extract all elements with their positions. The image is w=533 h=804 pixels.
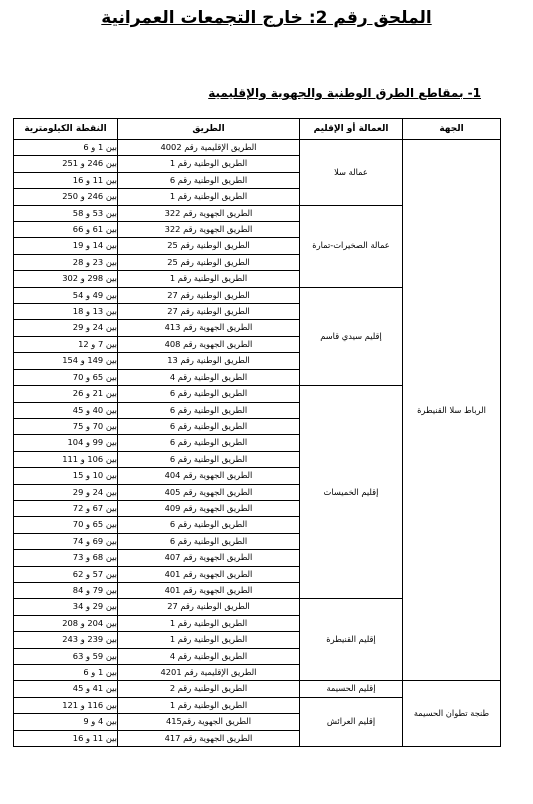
table-header-row (14, 119, 501, 140)
road-cell: الطريق الوطنية رقم 2 (118, 681, 300, 697)
road-cell: الطريق الجهوية رقم 409 (118, 500, 300, 516)
road-cell: الطريق الوطنية رقم 6 (118, 402, 300, 418)
header-pk: النقطة الكيلومترية (14, 119, 118, 140)
pk-cell: بين 79 و 84 (14, 582, 118, 598)
pk-cell: بين 49 و 54 (14, 287, 118, 303)
region-cell: طنجة تطوان الحسيمة (403, 681, 501, 747)
pk-cell: بين 99 و 104 (14, 435, 118, 451)
road-cell: الطريق الوطنية رقم 1 (118, 697, 300, 713)
pk-cell: بين 1 و 6 (14, 665, 118, 681)
pk-cell: بين 204 و 208 (14, 615, 118, 631)
pk-cell: بين 4 و 9 (14, 714, 118, 730)
pk-cell: بين 68 و 73 (14, 550, 118, 566)
pk-cell: بين 69 و 74 (14, 533, 118, 549)
pk-cell: بين 23 و 28 (14, 254, 118, 270)
region-cell: الرباط سلا القنيطرة (403, 140, 501, 681)
road-cell: الطريق الإقليمية رقم 4201 (118, 665, 300, 681)
pk-cell: بين 40 و 45 (14, 402, 118, 418)
pk-cell: بين 24 و 29 (14, 484, 118, 500)
table-body (14, 140, 501, 747)
road-cell: الطريق الوطنية رقم 25 (118, 238, 300, 254)
pk-cell: بين 246 و 250 (14, 189, 118, 205)
table-row (14, 140, 501, 156)
pk-cell: بين 116 و 121 (14, 697, 118, 713)
road-cell: الطريق الوطنية رقم 6 (118, 435, 300, 451)
road-cell: الطريق الإقليمية رقم 4002 (118, 140, 300, 156)
road-sections-table (13, 118, 501, 747)
province-cell: عمالة الصخيرات-تمارة (300, 205, 403, 287)
road-cell: الطريق الوطنية رقم 27 (118, 599, 300, 615)
road-cell: الطريق الجهوية رقم 401 (118, 582, 300, 598)
road-cell: الطريق الوطنية رقم 4 (118, 648, 300, 664)
road-cell: الطريق الجهوية رقم415 (118, 714, 300, 730)
pk-cell: بين 41 و 45 (14, 681, 118, 697)
pk-cell: بين 11 و 16 (14, 172, 118, 188)
road-cell: الطريق الجهوية رقم 408 (118, 336, 300, 352)
page-title: الملحق رقم 2: خارج التجمعات العمرانية (101, 8, 432, 28)
road-cell: الطريق الوطنية رقم 13 (118, 353, 300, 369)
pk-cell: بين 24 و 29 (14, 320, 118, 336)
road-cell: الطريق الجهوية رقم 322 (118, 205, 300, 221)
province-cell: إقليم سيدي قاسم (300, 287, 403, 385)
pk-cell: بين 1 و 6 (14, 140, 118, 156)
pk-cell: بين 61 و 66 (14, 222, 118, 238)
pk-cell: بين 13 و 18 (14, 304, 118, 320)
pk-cell: بين 106 و 111 (14, 451, 118, 467)
pk-cell: بين 29 و 34 (14, 599, 118, 615)
road-cell: الطريق الجهوية رقم 405 (118, 484, 300, 500)
road-cell: الطريق الوطنية رقم 6 (118, 418, 300, 434)
province-cell: إقليم الحسيمة (300, 681, 403, 697)
road-cell: الطريق الجهوية رقم 404 (118, 468, 300, 484)
pk-cell: بين 57 و 62 (14, 566, 118, 582)
road-cell: الطريق الوطنية رقم 4 (118, 369, 300, 385)
section-heading: 1- بمقاطع الطرق الوطنية والجهوية والإقليمية (208, 86, 481, 100)
pk-cell: بين 65 و 70 (14, 517, 118, 533)
road-cell: الطريق الوطنية رقم 1 (118, 615, 300, 631)
road-cell: الطريق الوطنية رقم 1 (118, 632, 300, 648)
road-cell: الطريق الوطنية رقم 6 (118, 172, 300, 188)
road-cell: الطريق الوطنية رقم 27 (118, 304, 300, 320)
road-cell: الطريق الوطنية رقم 6 (118, 386, 300, 402)
road-cell: الطريق الوطنية رقم 6 (118, 517, 300, 533)
pk-cell: بين 53 و 58 (14, 205, 118, 221)
road-cell: الطريق الجهوية رقم 401 (118, 566, 300, 582)
province-cell: إقليم العرائش (300, 697, 403, 746)
province-cell: عمالة سلا (300, 140, 403, 206)
road-cell: الطريق الوطنية رقم 27 (118, 287, 300, 303)
pk-cell: بين 7 و 12 (14, 336, 118, 352)
pk-cell: بين 298 و 302 (14, 271, 118, 287)
province-cell: إقليم الخميسات (300, 386, 403, 599)
road-cell: الطريق الوطنية رقم 25 (118, 254, 300, 270)
road-cell: الطريق الجهوية رقم 413 (118, 320, 300, 336)
header-province: العمالة أو الإقليم (300, 119, 403, 140)
road-cell: الطريق الجهوية رقم 417 (118, 730, 300, 746)
pk-cell: بين 70 و 75 (14, 418, 118, 434)
pk-cell: بين 65 و 70 (14, 369, 118, 385)
table-row (14, 681, 501, 697)
pk-cell: بين 21 و 26 (14, 386, 118, 402)
road-cell: الطريق الوطنية رقم 1 (118, 156, 300, 172)
pk-cell: بين 11 و 16 (14, 730, 118, 746)
header-region: الجهة (403, 119, 501, 140)
pk-cell: بين 246 و 251 (14, 156, 118, 172)
pk-cell: بين 67 و 72 (14, 500, 118, 516)
road-cell: الطريق الوطنية رقم 1 (118, 189, 300, 205)
province-cell: إقليم القنيطرة (300, 599, 403, 681)
road-cell: الطريق الوطنية رقم 6 (118, 451, 300, 467)
pk-cell: بين 239 و 243 (14, 632, 118, 648)
road-cell: الطريق الوطنية رقم 6 (118, 533, 300, 549)
road-cell: الطريق الجهوية رقم 407 (118, 550, 300, 566)
header-road: الطريق (118, 119, 300, 140)
pk-cell: بين 59 و 63 (14, 648, 118, 664)
pk-cell: بين 10 و 15 (14, 468, 118, 484)
pk-cell: بين 14 و 19 (14, 238, 118, 254)
pk-cell: بين 149 و 154 (14, 353, 118, 369)
road-cell: الطريق الوطنية رقم 1 (118, 271, 300, 287)
road-cell: الطريق الجهوية رقم 322 (118, 222, 300, 238)
